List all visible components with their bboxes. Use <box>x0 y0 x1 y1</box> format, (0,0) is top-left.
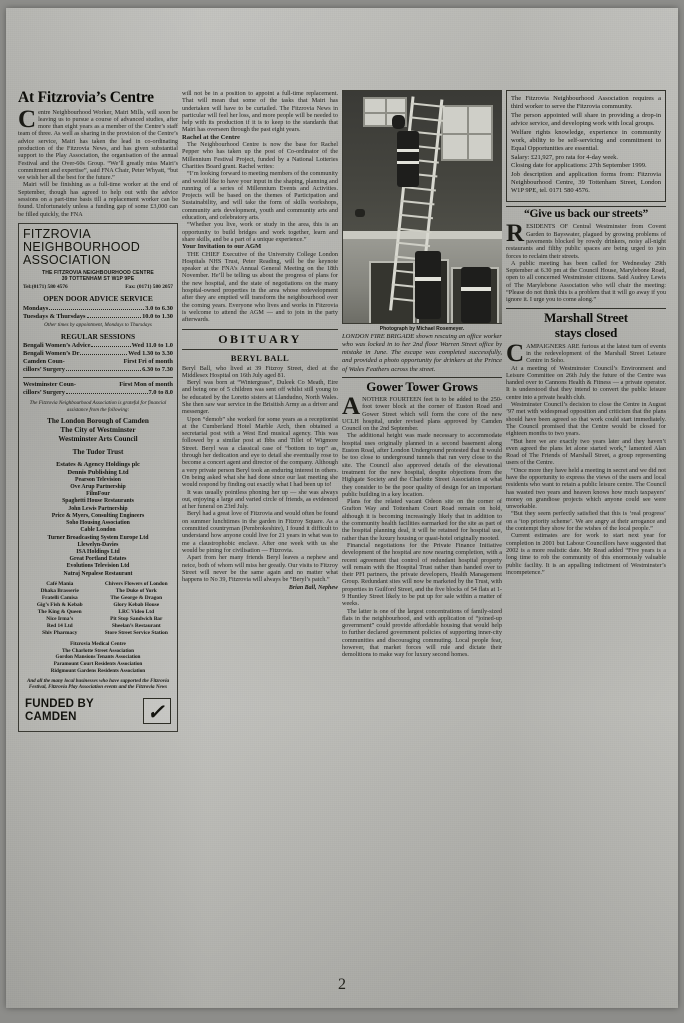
supporter-c-11: Llewelyn-Davies <box>77 541 119 548</box>
session-label-0: Bengali Women’s Advice <box>23 342 91 350</box>
headline-gower-tower-grows: Gower Tower Grows <box>366 378 478 394</box>
gower-tower-article <box>342 392 502 659</box>
fna-fax: Fax: (0171) 580 2057 <box>125 284 173 291</box>
lead-paragraph-2: Mairi will be finishing as a full-time worker at the end of September, though has agreed to help out with the advice sessions on a part-time basis till a replacement worker can be found. Unfortunately unless a funding gap of some £3,000 can be filled quickly, the FNA <box>18 181 178 218</box>
article-continued-text <box>182 90 338 324</box>
fna-advertisement-box <box>18 223 178 732</box>
supporter-grid-3-1: Glory Kebab House <box>113 601 160 608</box>
advice-note: Other times by appointment, Mondays to Thursdays <box>44 321 152 328</box>
job-paragraph-5: Closing date for applications: 27th September 1999. <box>511 162 647 170</box>
headline-at-fitzrovias-centre: At Fitzrovia’s Centre <box>18 90 154 106</box>
supporter-d-0: Fitzrovia Medical Centre <box>70 640 126 647</box>
rachel-paragraph-1: The Neighbourhood Centre is now the base for Rachel Pepper who has taken up the post of Co-ordinator of the Millennium Festival Project, funded by a National Lotteries Charities Board grant. Rachel writes: <box>182 141 338 170</box>
supporters-list <box>23 417 173 691</box>
fna-contact-row <box>23 284 173 290</box>
dot-leader <box>91 343 130 347</box>
obituary-text <box>182 365 338 593</box>
dot-leader <box>87 314 142 318</box>
obit-paragraph-6: Apart from her many friends Beryl leaves a nephew and neice, both of whom will miss her greatly. Our visits to Fitzroy Street will never be the same again and no matter what happens to No 39, Fitzrovia will always be “Beryl’s patch.” <box>182 554 338 584</box>
subheading-rachel-at-the-centre: Rachel at the Centre <box>182 133 240 141</box>
column-2 <box>182 90 338 970</box>
marshall-paragraph-4: “But here we are exactly two years later and they haven’t even agreed the plans let alone started work,” lamented Alan Road of The Friends of Marshall Street, a group representing users of the Centre. <box>506 437 666 467</box>
obit-paragraph-5: Beryl had a great love of Fitzrovia and would often be found on summer lunchtimes in the garden in Fitzroy Square. As a committed countryman (Pembrokeshire), I found it difficult to understand how anyone could live for 21 years in what was to me a claustrophobic enclave. After one week with us she would be pining for civilisation — Fitzrovia. <box>182 510 338 554</box>
divider <box>23 377 173 378</box>
supporters-footer-note: And all the many local businesses who have supported the Fitzrovia Festival, Fitzrovia Play Association events and the Fitzrovia News <box>26 677 170 691</box>
supporter-d-3: Paramount Court Residents Association <box>53 661 143 668</box>
supporter-c-12: ISA Holdings Ltd <box>76 548 120 555</box>
subheading-agm-invitation: Your Invitation to our AGM <box>182 243 262 251</box>
supporter-c-8: Soho Housing Association <box>66 520 130 527</box>
supporter-grid-7-1: Store Street Service Station <box>104 629 168 636</box>
advice-time-0: 3.0 to 6.30 <box>145 304 173 312</box>
photo-firefighter-ground-1 <box>415 251 441 319</box>
funded-by-camden-block <box>23 697 173 726</box>
obit-paragraph-1: Beryl Ball, who lived at 39 Fitzroy Street, died at the Middlesex Hospital on 16th July aged 81. <box>182 364 338 379</box>
marshall-paragraph-2: At a meeting of Westminster Council’s Environment and Leisure Committee on 26th July the future of the Centre was handed over to Cannons Health & Fitness — a private operator. It is understood that they intend to convert the public leisure centre into a private health club. <box>506 364 666 401</box>
supporter-d-4: Ridgmount Gardens Residents Association <box>50 667 146 674</box>
photo-firefighter-ground-2 <box>461 267 491 323</box>
photo-window-upper-right <box>441 105 493 161</box>
supporter-d-2: Gordon Mansions Tenants Association <box>55 654 141 661</box>
advice-service-heading: OPEN DOOR ADVICE SERVICE <box>43 294 153 304</box>
supporter-c-6: John Lewis Partnership <box>68 505 128 512</box>
session-row-camden-header <box>23 358 173 366</box>
fna-telephone: Tel:(0171) 580 4576 <box>23 284 68 291</box>
job-paragraph-4: Salary: £21,927, pro rata for 4-day week. <box>511 153 619 161</box>
column-4 <box>506 90 666 970</box>
divider <box>506 206 666 207</box>
supporter-grid-3-0: Gig’s Fish & Kebab <box>36 601 83 608</box>
supporter-c-9: Cable London <box>80 527 116 534</box>
camden-checkmark-icon <box>143 698 171 724</box>
photo-firefighter-on-ladder <box>397 131 419 187</box>
gower-paragraph-3: Plans for the related vacant Odeon site on the corner of Grafton Way and Tottenham Court Road remain on hold, although it is becoming increasingly likely that in addition to the community health facilities earmarked for the site as part of the hospital planning deal, it will be retained for hospital use, rather than the luxury housing or quasi-hotel originally mooted. <box>342 498 502 542</box>
session-label-1: Bengali Women’s Dr <box>23 350 80 358</box>
marshall-paragraph-3: Westminster Council’s decision to close the Centre in August ’97 met with widespread opposition and criticism that the plans should have been agreed so that work could start immediately. The Council promised that the Centre would be closed for eighteen months to two years. <box>506 401 666 438</box>
dot-leader <box>80 351 127 355</box>
rachel-paragraph-2: “I’m looking forward to meeting members of the community and would like to have your input in the shaping, planning and running of a series of Millennium Events and Activities. Projects will be based on the themes of Participation and Sustainability, and will take the form of skills workshops, community arts development, youth and community arts and education, and celebratory arts. <box>182 170 338 222</box>
session-row-westminster-header <box>23 381 173 389</box>
supporter-d-1: The Charlotte Street Association <box>61 647 135 654</box>
session-time-2: 6.30 to 7.30 <box>142 366 173 374</box>
obituary-band-heading: OBITUARY <box>182 329 338 350</box>
supporter-grid-0-1: Chivers Flowers of London <box>104 580 168 587</box>
supporter-b-0: The Tudor Trust <box>72 447 124 456</box>
drop-cap-r: R <box>506 220 525 248</box>
funded-line-1: FUNDED BY <box>25 697 94 710</box>
supporter-c-2: Pearson Television <box>75 476 121 483</box>
advice-label-1: Tuesdays & Thursdays <box>23 312 86 320</box>
session-when-3: First Mon of month <box>119 381 173 389</box>
supporter-c-14: Evolutions Television Ltd <box>66 563 130 570</box>
supporter-c-13: Great Portland Estates <box>69 556 127 563</box>
marshall-street-article <box>506 339 666 577</box>
supporter-a-1: The City of Westminster <box>60 425 136 434</box>
fna-title-line-2: NEIGHBOURHOOD <box>23 239 141 254</box>
page-number: 2 <box>338 976 346 993</box>
photo-caption: LONDON FIRE BRIGADE shown rescuing an office worker who was locked in to her 2nd floor Warren Street office by mistake in June. The escape was completed successfully, and provided a photo opportunity for drinkers at the Prince of Wales Feathers across the street. <box>342 332 502 373</box>
supporter-c-0: Estates & Agency Holdings plc <box>56 460 140 468</box>
drop-cap-a: A <box>342 392 361 420</box>
fna-title-line-1: FITZROVIA <box>23 226 91 241</box>
supporter-c-15: Natraj Nepalese Restaurant <box>63 570 133 577</box>
session-row-camden-time <box>23 366 173 374</box>
session-row-bengali-dr <box>23 350 173 358</box>
obituary-signature: Brian Ball, Nephew <box>288 585 338 592</box>
supporter-grid-4-1: LRC Video Ltd <box>118 608 155 615</box>
supporter-grid-0-0: Café Mania <box>46 580 74 587</box>
headline-give-us-back-our-streets: “Give us back our streets” <box>523 207 649 220</box>
divider <box>342 377 502 378</box>
advice-time-1: 10.0 to 1.30 <box>142 312 173 320</box>
supporter-c-7: Price & Myers, Consulting Engineers <box>51 512 145 519</box>
photo-firefighter-helmet <box>392 115 405 129</box>
marshall-paragraph-1: AMPAIGNERS ARE furious at the latest turn of events in the redevelopment of the Marshall Street Leisure Centre in Soho. <box>526 342 666 365</box>
job-paragraph-2: The person appointed will share in providing a drop-in advice service, and developing work with local groups. <box>511 111 661 128</box>
gower-paragraph-1: NOTHER FOURTEEN feet is to be added to the 250-foot tower block at the corner of Euston Road and Gower Street which will form the core of the new UCLH hospital, under revised plans approved by Camden Council on the 2nd September. <box>342 395 502 433</box>
advice-label-0: Mondays <box>23 304 49 312</box>
supporters-two-column-grid <box>23 581 173 637</box>
headline-marshall-street-line-2: stays closed <box>554 324 618 340</box>
regular-sessions-heading: REGULAR SESSIONS <box>60 331 136 341</box>
session-label2-2: cillors’ Surgery <box>23 366 65 374</box>
thanks-note: The Fitzrovia Neighbourhood Association is grateful for financial assistance from the following: <box>29 400 167 413</box>
supporter-c-3: Ove Arup Partnership <box>70 484 126 491</box>
session-label-2: Camden Coun- <box>23 358 65 366</box>
fna-title-line-3: ASSOCIATION <box>23 252 111 267</box>
page-columns <box>18 90 666 970</box>
marshall-paragraph-6: “But they seem perfectly satisfied that this is ‘real progress’ on a ‘top priority scheme’. We are angry at their arrogance and the contempt they show for the wishes of the local people.” <box>506 510 666 533</box>
drop-cap-c2: C <box>506 339 525 367</box>
session-time-3: 7.0 to 8.0 <box>148 389 173 397</box>
supporter-grid-5-0: Nice Irma’s <box>46 615 74 622</box>
session-row-bengali-advice <box>23 342 173 350</box>
funded-by-text <box>25 698 94 724</box>
marshall-paragraph-5: “Once more they have held a meeting in secret and we did not have the opportunity to express the views of the users and local residents who want to retain a public leisure centre. The Council has wasted two years and heaven knows how much taxpayers’ money on grandiose projects which anyone could see were unworkable. <box>506 466 666 511</box>
gower-paragraph-2: The additional height was made necessary to accommodate hospital uses originally planned in a second basement along Euston Road, after London Underground protested that it would be too close to underground tunnels that ran very close to the site. The Council also approved details of the elevational treatment for the new hospital, despite objections from the Highgate Society and the Charlotte Street Association at what they consider to be the poor quality of design for an important public building in a key location. <box>342 432 502 498</box>
advice-row-tue-thu <box>23 313 173 321</box>
streets-paragraph-1: ESIDENTS OF Central Westminster from Covent Garden to Bayswater, plagued by growing problems of pavements blocked by rowdy drinkers, noisy all-night restaurants and filthy public spaces are being urged to join forces to reclaim their streets. <box>506 223 666 260</box>
drop-cap-c: C <box>18 105 37 133</box>
supporter-grid-1-0: Dhaka Brasserie <box>40 587 79 594</box>
photo-wall-plaque <box>355 209 365 217</box>
dot-leader <box>49 306 144 310</box>
job-vacancy-advertisement <box>506 90 666 202</box>
supporter-c-10: Turner Broadcasting System Europe Ltd <box>47 534 149 541</box>
supporter-grid-2-1: The George & Dragon <box>110 594 163 601</box>
column-1 <box>18 90 178 970</box>
session-time-0: Wed 11.0 to 1.0 <box>131 342 173 350</box>
gower-paragraph-5: The latter is one of the largest concentrations of family-sized flats in the neighbourhood, and with application of “joined-up government” could provide affordable housing that would help to further declared government policies of supporting inner-city communities and discouraging commuting. Local people fear, however, that market forces will rule and dictate their demolitions to make way for luxury second homes. <box>342 607 502 659</box>
obit-paragraph-2: Beryl was born at “Wintergrass”, Duleek Co Meath, Eire and being one of 5 children was sent off whilst still young to be educated by the Loretto sisters at Llandudno, North Wales. She then saw war service in the Brisitish Army as a driver and messenger. <box>182 379 338 416</box>
newspaper-page <box>6 8 678 1008</box>
session-when-2: First Fri of month <box>123 358 173 366</box>
camden-logo-glyph: ✓ <box>147 699 162 724</box>
supporter-grid-1-1: The Duke of York <box>115 587 157 594</box>
fire-brigade-rescue-photo <box>342 90 502 324</box>
obit-paragraph-3: Upon “demob” she worked for some years as a receptionist at the Cumberland Hotel Marble Arch, then obtained a secretarial post with a West End musical agency. This was followed by a similar post at Ibbs and Tillet of Wigmore Street. Beryl was a classical case of “bottom to top” as, through her dedication and eye to detail she eventually rose to become a concert agent and director of the company. Although a very private person Beryl took an enduring interest in others. On being asked what she had done since our last meeting she would respond by finding out exactly what I had been up to! <box>182 415 338 489</box>
agm-paragraph: THE CHIEF Executive of the University College London Hospitals NHS Trust, Peter Reading, will be the keynote speaker at the FNA’s Annual General Meeting on the 18th November. He’ll be telling us about the progress of plans for the new hospital, and the state of negotiations on the many hospital-owned properties in the area whose redevelopment after they are emptied will transform the neighbourhood over the coming years. Everyone who lives and works in Fitzrovia is welcome to attend the AGM — and to join in the party afterwards. <box>182 250 338 324</box>
obit-paragraph-4: It was usually pointless phoning her up — she was always out, enjoying a large and varied circle of friends, as evidenced at her funeral on 23rd July. <box>182 488 338 511</box>
advice-row-mondays <box>23 305 173 313</box>
lead-paragraph: entre Neighbourhood Worker, Mairi Mills, will soon be leaving us to pursue a course of advanced studies, after more than eight years as a member of the Centre’s staff team of three. As well as sharing in the provision of the Centre’s advice service, Mairi has taken the lead in co-ordinating production of the Fitzrovia News, and has given substantial support to the Play Association, the organisation of the annual Festival and the Over-60s Group. “We’ll greatly miss Mairi’s commitment and expertise”, said FNA Chair, Peter Whyatt, “but we wish her all the best for the future.” <box>18 108 178 182</box>
session-time-1: Wed 1.30 to 3.30 <box>128 350 173 358</box>
session-row-westminster-time <box>23 389 173 397</box>
dot-leader <box>66 367 141 371</box>
streets-paragraph-2: A public meeting has been called for Wednesday 29th September at 6.30 pm at the Council House, Marylebone Road, open to all concerned Westminster citizens. Said Audrey Lewis of The Marylebone Association who will chair the meeting: “Please do not think this is a problem that it will go away if you ignore it. I urge you to come along.” <box>506 259 666 304</box>
dot-leader <box>66 390 148 394</box>
job-paragraph-1: The Fitzrovia Neighbourhood Association requires a third worker to serve the Fitzrovia community. <box>511 95 661 111</box>
continued-paragraph: will not be in a position to appoint a full-time replacement. That will mean that some of the tasks that Mairi has undertaken will have to be curtailed. The Fitzrovia News in particular will feel her loss, and more people will be needed to help with its production if it is to keep to the standards that Mairi has overseen through the past eight years. <box>182 90 338 134</box>
job-paragraph-6: Job description and application forms from: Fitzrovia Neighbourhood Centre, 39 Tottenham Street, London W1P 9PE, tel. 0171 580 4576. <box>511 170 661 195</box>
streets-article <box>506 220 666 304</box>
supporter-grid-2-0: Fratelli Camisa <box>41 594 78 601</box>
rachel-paragraph-3: “Whether you live, work or study in the area, this is an opportunity to build bridges and work together, learn and share skills, and be a part of a unique experience.” <box>182 221 338 243</box>
supporter-grid-5-1: Pit Stop Sandwich Bar <box>110 615 163 622</box>
obituary-name: BERYL BALL <box>230 352 290 363</box>
marshall-paragraph-7: Current estimates are for work to start next year for completion in 2001 but Labour Councillors have suggested that 2002 is a more realistic date. Mr Read added “Five years is a long time to rob the community of this enormously valuable public facility. It is an appalling indictment of Westminster’s incompetence.” <box>506 532 666 576</box>
session-label2-3: cillors’ Surgery <box>23 389 65 397</box>
column-3 <box>342 90 502 970</box>
funded-line-2: CAMDEN <box>25 710 77 723</box>
supporter-grid-6-0: Red 14 Ltd <box>46 622 73 629</box>
supporter-grid-6-1: Sheelan’s Restaurant <box>111 622 161 629</box>
session-label-3: Westminster Coun- <box>23 381 76 389</box>
headline-marshall-street-line-1: Marshall Street <box>544 309 628 325</box>
supporter-a-0: The London Borough of Camden <box>47 416 149 425</box>
supporter-grid-7-0: Shiv Pharmacy <box>42 629 78 636</box>
photo-credit: Photograph by Michael Rosemeyer. <box>379 325 465 332</box>
supporter-c-4: FilmFour <box>86 491 110 498</box>
article-lead-text <box>18 105 178 218</box>
supporter-grid-4-0: The King & Queen <box>37 608 82 615</box>
supporter-a-2: Westminster Arts Council <box>58 434 138 443</box>
gower-paragraph-4: Financial negotiations for the Private Finance Initiative development of the hospital are now nearing completion, with a recent agreement that control of redundant hospital property will remain with the Hospital Trust rather than handed over to their PFI partners, the private developers, Health Management Group. Redundant sites will now be marketed by the Trust, with properties in Guilford Street, and the five blocks of 54 flats at 1-9 Huntley Street likely to be put up for sale within a matter of weeks. <box>342 541 502 608</box>
fna-address-line-1: THE FITZROVIA NEIGHBOURHOOD CENTRE <box>42 269 154 276</box>
supporter-c-5: Spaghetti House Restaurants <box>62 498 134 505</box>
supporter-c-1: Dennis Publishing Ltd <box>67 468 129 476</box>
fna-address-line-2: 39 TOTTENHAM ST W1P 9PE <box>61 276 135 283</box>
divider <box>506 308 666 309</box>
job-paragraph-3: Welfare rights knowledge, experience in community work, ability to be self-servicing and commitment to Equal Opportunities are essential. <box>511 128 661 153</box>
